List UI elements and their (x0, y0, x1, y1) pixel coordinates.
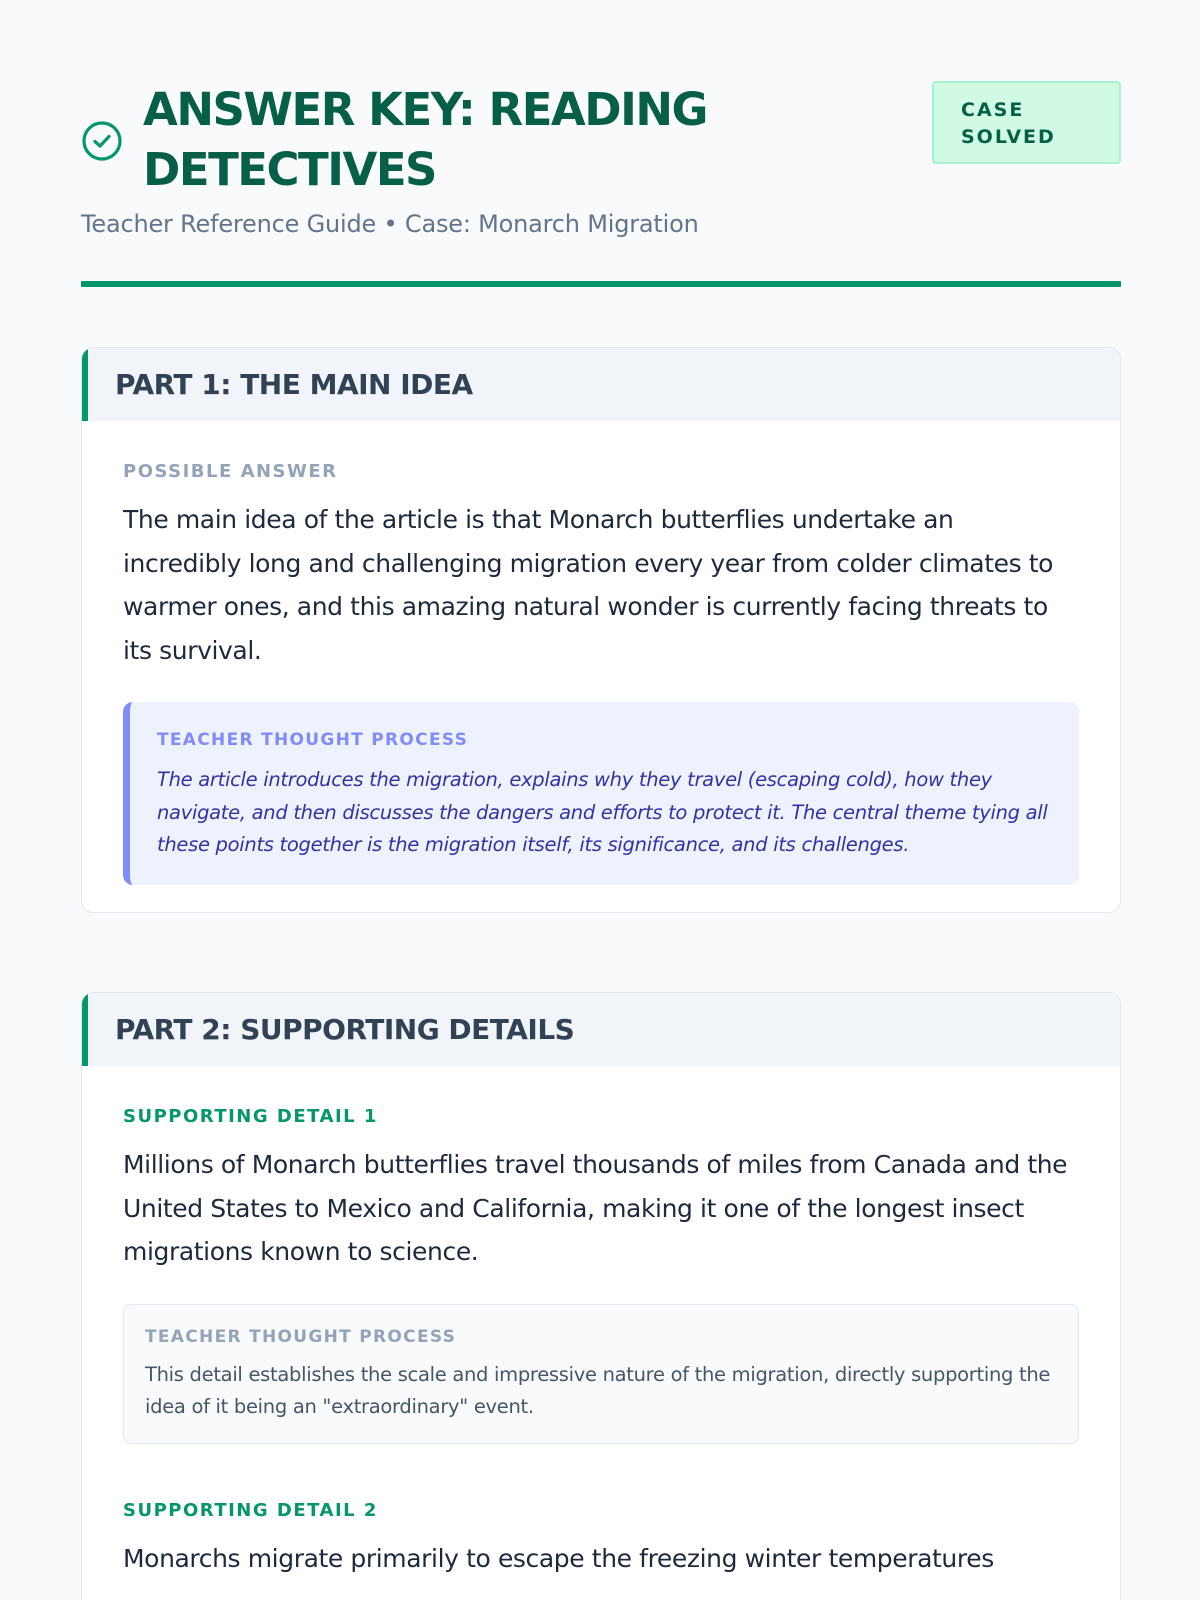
page-title: ANSWER KEY: READING DETECTIVES (143, 83, 707, 196)
header-divider (81, 281, 1121, 287)
status-badge: CASE SOLVED (932, 81, 1121, 164)
detail-text: Monarchs migrate primarily to escape the freezing winter temperatures (123, 1543, 994, 1573)
page-header (81, 80, 1121, 238)
page-subtitle: Teacher Reference Guide • Case: Monarch Migration (81, 210, 699, 238)
teacher-note-text: This detail establishes the scale and impressive nature of the migration, directly supporting the idea of it being an "extraordinary" event. (145, 1362, 1051, 1418)
answer-text: The main idea of the article is that Monarch butterflies undertake an incredibly long and challenging migration every year from colder climates to warmer ones, and this amazing natural wonder is currently facing threats to its survival. (123, 505, 1054, 665)
section-main-idea (81, 347, 1121, 913)
teacher-note-text: The article introduces the migration, explains why they travel (escaping cold), how they navigate, and then discusses the dangers and efforts to protect it. The central theme tying all these points together is the migration itself, its significance, and its challenges. (157, 768, 1048, 856)
detail-label: SUPPORTING DETAIL 2 (123, 1499, 378, 1521)
check-circle-icon (81, 120, 123, 162)
section-heading: PART 2: SUPPORTING DETAILS (82, 993, 1120, 1066)
detail-text: Millions of Monarch butterflies travel thousands of miles from Canada and the United States to Mexico and California, making it one of the longest insect migrations known to science. (123, 1150, 1068, 1266)
answer-label: POSSIBLE ANSWER (123, 461, 338, 482)
teacher-note-label: TEACHER THOUGHT PROCESS (145, 1326, 457, 1347)
teacher-note (123, 702, 1079, 885)
teacher-note (123, 1304, 1079, 1444)
teacher-note-label: TEACHER THOUGHT PROCESS (157, 730, 469, 750)
section-supporting-details (81, 992, 1121, 1600)
detail-label: SUPPORTING DETAIL 1 (123, 1106, 378, 1127)
section-heading: PART 1: THE MAIN IDEA (82, 348, 1120, 421)
